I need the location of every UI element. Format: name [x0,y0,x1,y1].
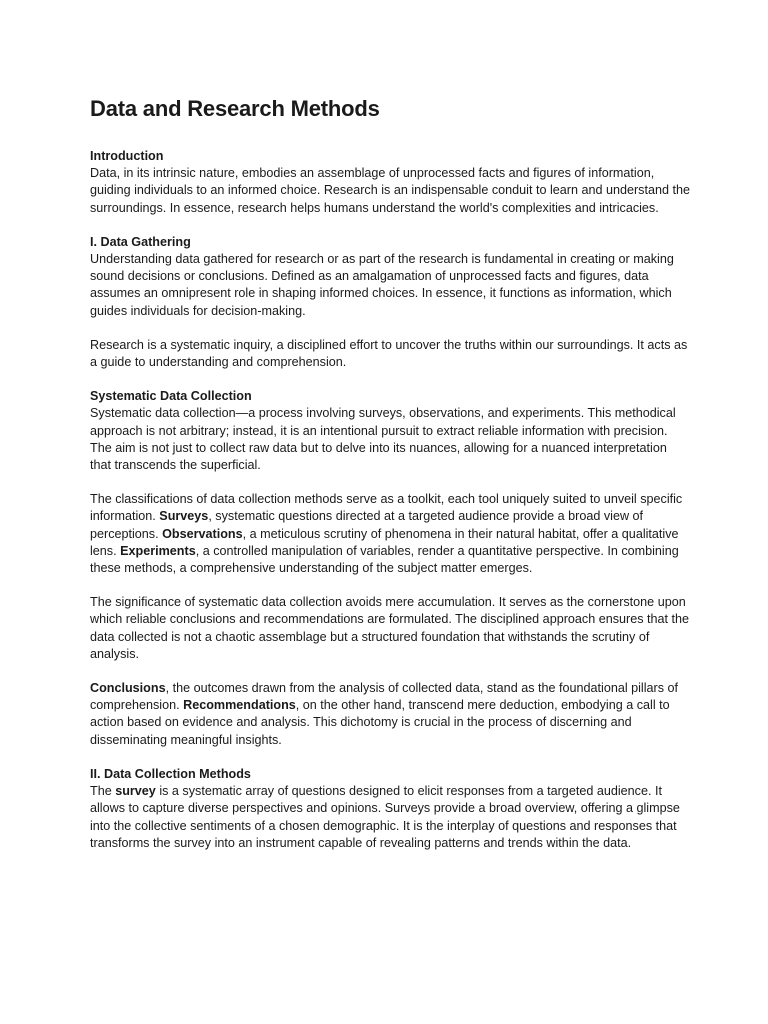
observations-text: , a meticulous scrutiny of phenomena in their natural habitat, offer a qualitative lens. [90,526,679,558]
conclusions-text: , the outcomes drawn from the analysis of collected data, stand as the foundational pillars of comprehension. [90,681,679,713]
methods-intro-text: The classifications of data collection methods serve as a toolkit, each tool uniquely suited to unveil specific information. [90,492,683,524]
systematic-collection-paragraph-3: The significance of systematic data collection avoids mere accumulation. It serves as the cornerstone upon which reliable conclusions and recommendations are formulated. The disciplined approach ensures that the data collected is not a chaotic assemblage but a structured foundation that withstands the scrutiny of analysis. [90,595,690,661]
collection-methods-section [90,766,690,852]
systematic-collection-section [90,388,690,749]
collection-methods-heading: II. Data Collection Methods [90,766,251,781]
surveys-term: Surveys [159,509,209,524]
survey-lead-text: The [90,784,116,799]
data-gathering-heading: I. Data Gathering [90,234,191,249]
document-page [90,94,690,869]
introduction-heading: Introduction [90,149,164,163]
introduction-paragraph: Data, in its intrinsic nature, embodies an assemblage of unprocessed facts and figures of information, guiding individuals to an informed choice. Research is an indispensable conduit to learn and understand the surroundings. In essence, research helps humans understand the world's complexities and intricacies. [90,166,690,215]
systematic-collection-paragraph-2 [90,491,690,577]
survey-term: survey [115,784,156,799]
data-gathering-section [90,234,690,371]
collection-methods-paragraph-1 [90,783,690,852]
introduction-section [90,148,690,217]
data-gathering-paragraph-2: Research is a systematic inquiry, a disciplined effort to uncover the truths within our surroundings. It acts as a guide to understanding and comprehension. [90,337,688,370]
experiments-text: , a controlled manipulation of variables, render a quantitative perspective. In combining these methods, a comprehensive understanding of the subject matter emerges. [90,543,679,576]
surveys-text: , systematic questions directed at a targeted audience provide a broad view of perceptions. [90,509,644,541]
survey-description-text: is a systematic array of questions designed to elicit responses from a targeted audience. It allows to capture diverse perspectives and opinions. Surveys provide a broad overview, offering a glimpse into the collective sentiments of a chosen demographic. It is the interplay of questions and responses that transforms the survey into an instrument capable of revealing patterns and trends within the data. [90,784,680,850]
page-title: Data and Research Methods [90,96,380,121]
systematic-collection-paragraph-1: Systematic data collection—a process involving surveys, observations, and experiments. This methodical approach is not arbitrary; instead, it is an intentional pursuit to extract reliable information with precision. The aim is not just to collect raw data but to delve into its nuances, allowing for a nuanced interpretation that transcends the superficial. [90,406,676,473]
systematic-collection-paragraph-4 [90,680,690,749]
data-gathering-paragraph-1: Understanding data gathered for research or as part of the research is fundamental in creating or making sound decisions or conclusions. Defined as an amalgamation of unprocessed facts and figures, data assumes an omnipresent role in shaping informed choices. In essence, it functions as information, which guides individuals for decision-making. [90,252,674,318]
conclusions-term: Conclusions [90,681,166,696]
observations-term: Observations [162,526,243,541]
systematic-collection-heading: Systematic Data Collection [90,389,252,404]
recommendations-term: Recommendations [183,698,296,713]
recommendations-text: , on the other hand, transcend mere deduction, embodying a call to action based on evidence and analysis. This dichotomy is crucial in the process of discerning and disseminating meaningful insights. [90,698,670,747]
experiments-term: Experiments [120,543,196,558]
